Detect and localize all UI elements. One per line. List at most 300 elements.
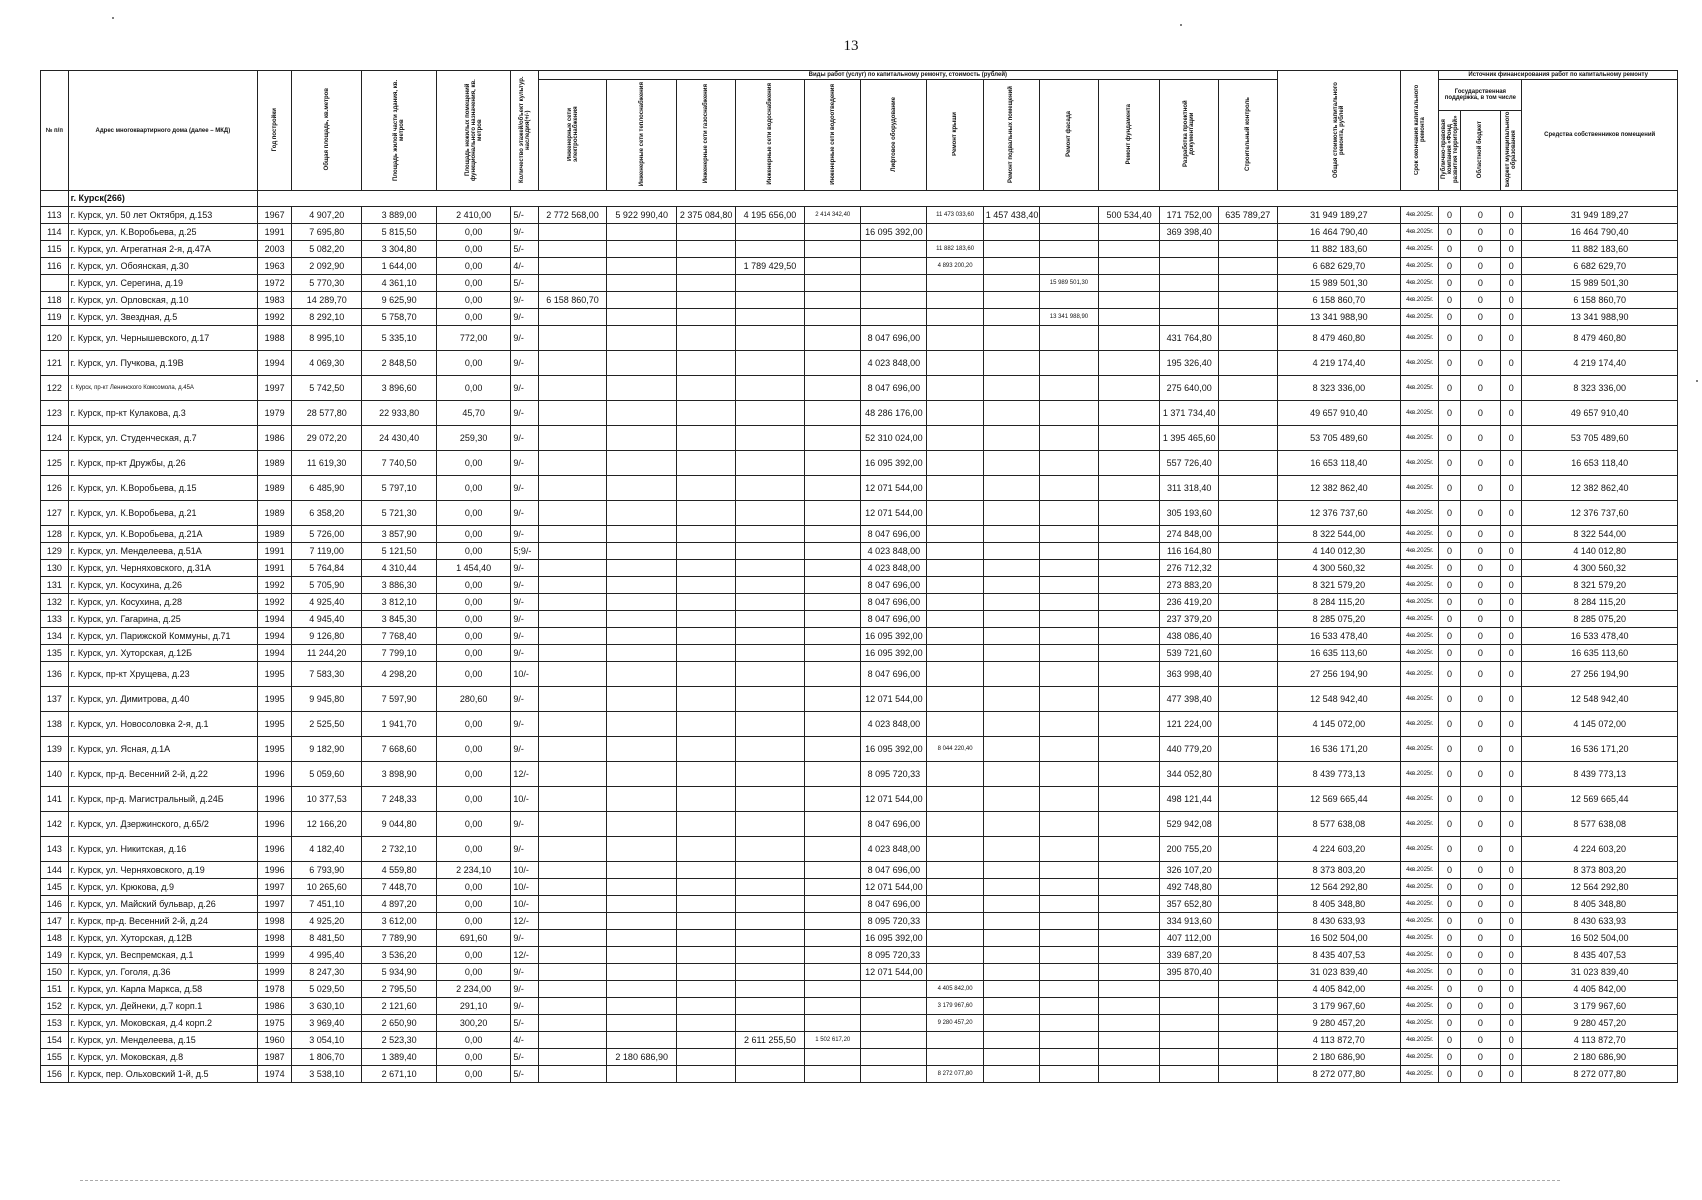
- cell-work-design: [1160, 241, 1219, 258]
- cell-deadline: 4кв.2025г.: [1401, 837, 1439, 862]
- cell-num: 121: [41, 351, 69, 376]
- cell-work-facade: [1040, 351, 1099, 376]
- cell-work-electric: [538, 501, 606, 526]
- cell-work-electric: [538, 326, 606, 351]
- cell-work-sewage: [805, 913, 861, 930]
- cell-year: 1987: [258, 1049, 292, 1066]
- cell-nonliving-area: 0,00: [436, 737, 510, 762]
- cell-total-cost: 12 548 942,40: [1277, 687, 1400, 712]
- cell-nonliving-area: 280,60: [436, 687, 510, 712]
- cell-total-area: 6 485,90: [292, 476, 362, 501]
- cell-living-area: 3 536,20: [362, 947, 436, 964]
- header-work-facade: Ремонт фасада: [1040, 80, 1099, 191]
- cell-fund-company: 0: [1439, 737, 1460, 762]
- cell-fund-company: 0: [1439, 426, 1460, 451]
- cell-living-area: 7 668,60: [362, 737, 436, 762]
- cell-work-heating: [607, 241, 677, 258]
- cell-regional-budget: 0: [1460, 913, 1500, 930]
- cell-work-control: [1218, 258, 1277, 275]
- cell-work-roof: [927, 645, 983, 662]
- cell-deadline: 4кв.2025г.: [1401, 224, 1439, 241]
- cell-num: 149: [41, 947, 69, 964]
- cell-owners-funds: 12 382 862,40: [1522, 476, 1678, 501]
- cell-work-control: [1218, 712, 1277, 737]
- cell-work-electric: [538, 712, 606, 737]
- cell-living-area: 3 845,30: [362, 611, 436, 628]
- table-row: [41, 577, 1678, 594]
- cell-address: г. Курск, ул. Хуторская, д.12В: [68, 930, 257, 947]
- cell-work-water: [735, 687, 804, 712]
- cell-work-elevator: 16 095 392,00: [861, 737, 927, 762]
- cell-municipal-budget: 0: [1501, 862, 1522, 879]
- cell-year: 1989: [258, 451, 292, 476]
- cell-work-design: 195 326,40: [1160, 351, 1219, 376]
- cell-year: 1992: [258, 594, 292, 611]
- cell-total-area: 11 619,30: [292, 451, 362, 476]
- cell-work-design: 492 748,80: [1160, 879, 1219, 896]
- cell-deadline: 4кв.2025г.: [1401, 611, 1439, 628]
- cell-work-control: [1218, 862, 1277, 879]
- cell-address: г. Курск, пр-кт Дружбы, д.26: [68, 451, 257, 476]
- cell-work-foundation: [1098, 275, 1160, 292]
- cell-total-cost: 8 285 075,20: [1277, 611, 1400, 628]
- table-row: [41, 837, 1678, 862]
- cell-fund-company: 0: [1439, 501, 1460, 526]
- table-row: [41, 812, 1678, 837]
- cell-work-facade: [1040, 762, 1099, 787]
- header-work-control: Строительный контроль: [1218, 80, 1277, 191]
- cell-municipal-budget: 0: [1501, 292, 1522, 309]
- cell-work-facade: [1040, 207, 1099, 224]
- cell-work-elevator: 52 310 024,00: [861, 426, 927, 451]
- cell-work-gas: [677, 351, 736, 376]
- header-work-foundation: Ремонт фундамента: [1098, 80, 1160, 191]
- cell-num: 118: [41, 292, 69, 309]
- cell-fund-company: 0: [1439, 981, 1460, 998]
- cell-work-sewage: [805, 292, 861, 309]
- cell-work-gas: [677, 560, 736, 577]
- cell-work-design: [1160, 981, 1219, 998]
- cell-address: г. Курск, ул. Менделеева, д.51А: [68, 543, 257, 560]
- cell-fund-company: 0: [1439, 998, 1460, 1015]
- cell-work-water: [735, 628, 804, 645]
- cell-work-foundation: [1098, 981, 1160, 998]
- cell-total-cost: 8 321 579,20: [1277, 577, 1400, 594]
- table-row: [41, 309, 1678, 326]
- cell-work-elevator: [861, 258, 927, 275]
- cell-deadline: 4кв.2025г.: [1401, 241, 1439, 258]
- scan-speck: [112, 17, 114, 19]
- table-row: [41, 913, 1678, 930]
- cell-nonliving-area: 0,00: [436, 1032, 510, 1049]
- cell-municipal-budget: 0: [1501, 712, 1522, 737]
- cell-year: 1999: [258, 964, 292, 981]
- cell-work-heating: [607, 224, 677, 241]
- cell-work-basement: [983, 947, 1039, 964]
- cell-work-heating: [607, 326, 677, 351]
- cell-address: г. Курск, пр-д. Весенний 2-й, д.24: [68, 913, 257, 930]
- cell-fund-company: 0: [1439, 879, 1460, 896]
- cell-total-area: 4 925,40: [292, 594, 362, 611]
- cell-address: г. Курск, ул. Дзержинского, д.65/2: [68, 812, 257, 837]
- cell-work-water: [735, 292, 804, 309]
- cell-work-sewage: [805, 224, 861, 241]
- cell-year: 1983: [258, 292, 292, 309]
- cell-work-foundation: [1098, 1066, 1160, 1083]
- cell-work-foundation: [1098, 913, 1160, 930]
- cell-work-elevator: 16 095 392,00: [861, 930, 927, 947]
- cell-floors: 9/-: [511, 628, 539, 645]
- cell-work-electric: [538, 451, 606, 476]
- cell-work-facade: [1040, 594, 1099, 611]
- cell-municipal-budget: 0: [1501, 913, 1522, 930]
- cell-living-area: 3 612,00: [362, 913, 436, 930]
- cell-living-area: 3 889,00: [362, 207, 436, 224]
- cell-deadline: 4кв.2025г.: [1401, 879, 1439, 896]
- cell-work-water: [735, 241, 804, 258]
- cell-work-heating: [607, 577, 677, 594]
- cell-total-area: 2 092,90: [292, 258, 362, 275]
- cell-work-water: [735, 594, 804, 611]
- cell-fund-company: 0: [1439, 351, 1460, 376]
- cell-work-basement: [983, 577, 1039, 594]
- cell-address: г. Курск, ул. Пучкова, д.19В: [68, 351, 257, 376]
- cell-work-electric: [538, 594, 606, 611]
- cell-living-area: 3 896,60: [362, 376, 436, 401]
- cell-work-electric: [538, 543, 606, 560]
- cell-address: г. Курск, ул. Чернышевского, д.17: [68, 326, 257, 351]
- cell-total-cost: 15 989 501,30: [1277, 275, 1400, 292]
- cell-total-area: 8 995,10: [292, 326, 362, 351]
- cell-total-area: 5 770,30: [292, 275, 362, 292]
- cell-owners-funds: 15 989 501,30: [1522, 275, 1678, 292]
- cell-work-sewage: 1 502 617,20: [805, 1032, 861, 1049]
- cell-deadline: 4кв.2025г.: [1401, 1015, 1439, 1032]
- cell-regional-budget: 0: [1460, 862, 1500, 879]
- cell-regional-budget: 0: [1460, 275, 1500, 292]
- cell-work-control: [1218, 837, 1277, 862]
- cell-address: г. Курск, ул. Обоянская, д.30: [68, 258, 257, 275]
- table-row: [41, 862, 1678, 879]
- cell-work-design: 121 224,00: [1160, 712, 1219, 737]
- cell-work-basement: [983, 930, 1039, 947]
- table-row: [41, 737, 1678, 762]
- cell-deadline: 4кв.2025г.: [1401, 964, 1439, 981]
- cell-work-sewage: 2 414 342,40: [805, 207, 861, 224]
- cell-floors: 12/-: [511, 947, 539, 964]
- cell-work-control: [1218, 426, 1277, 451]
- table-row: [41, 224, 1678, 241]
- cell-total-area: 6 793,90: [292, 862, 362, 879]
- cell-address: г. Курск, ул. Веспремская, д.1: [68, 947, 257, 964]
- cell-work-facade: [1040, 258, 1099, 275]
- cell-work-gas: [677, 737, 736, 762]
- cell-nonliving-area: 0,00: [436, 476, 510, 501]
- cell-work-roof: [927, 476, 983, 501]
- cell-regional-budget: 0: [1460, 628, 1500, 645]
- cell-nonliving-area: 0,00: [436, 292, 510, 309]
- cell-regional-budget: 0: [1460, 577, 1500, 594]
- cell-work-elevator: 12 071 544,00: [861, 787, 927, 812]
- cell-floors: 5;9/-: [511, 543, 539, 560]
- cell-municipal-budget: 0: [1501, 687, 1522, 712]
- cell-living-area: 4 310,44: [362, 560, 436, 577]
- cell-work-basement: [983, 501, 1039, 526]
- cell-work-heating: [607, 1066, 677, 1083]
- cell-year: 1995: [258, 737, 292, 762]
- cell-nonliving-area: 0,00: [436, 275, 510, 292]
- cell-address: г. Курск, ул. Косухина, д.26: [68, 577, 257, 594]
- cell-work-water: [735, 560, 804, 577]
- cell-work-control: [1218, 964, 1277, 981]
- cell-deadline: 4кв.2025г.: [1401, 326, 1439, 351]
- cell-floors: 5/-: [511, 207, 539, 224]
- cell-living-area: 7 768,40: [362, 628, 436, 645]
- cell-deadline: 4кв.2025г.: [1401, 812, 1439, 837]
- cell-owners-funds: 8 479 460,80: [1522, 326, 1678, 351]
- cell-work-facade: 13 341 988,90: [1040, 309, 1099, 326]
- cell-floors: 10/-: [511, 862, 539, 879]
- cell-deadline: 4кв.2025г.: [1401, 292, 1439, 309]
- cell-regional-budget: 0: [1460, 687, 1500, 712]
- cell-fund-company: 0: [1439, 930, 1460, 947]
- cell-regional-budget: 0: [1460, 401, 1500, 426]
- cell-work-roof: [927, 762, 983, 787]
- cell-year: 1994: [258, 628, 292, 645]
- cell-regional-budget: 0: [1460, 476, 1500, 501]
- cell-work-elevator: 8 095 720,33: [861, 762, 927, 787]
- cell-municipal-budget: 0: [1501, 207, 1522, 224]
- cell-work-sewage: [805, 1066, 861, 1083]
- cell-work-gas: [677, 401, 736, 426]
- cell-owners-funds: 8 285 075,20: [1522, 611, 1678, 628]
- cell-owners-funds: 6 682 629,70: [1522, 258, 1678, 275]
- cell-work-water: [735, 611, 804, 628]
- cell-work-basement: [983, 258, 1039, 275]
- cell-num: 124: [41, 426, 69, 451]
- cell-num: 119: [41, 309, 69, 326]
- cell-work-water: [735, 526, 804, 543]
- cell-living-area: 4 361,10: [362, 275, 436, 292]
- cell-living-area: 7 597,90: [362, 687, 436, 712]
- cell-municipal-budget: 0: [1501, 879, 1522, 896]
- cell-nonliving-area: 45,70: [436, 401, 510, 426]
- cell-municipal-budget: 0: [1501, 762, 1522, 787]
- cell-work-roof: [927, 862, 983, 879]
- cell-year: 2003: [258, 241, 292, 258]
- cell-work-basement: [983, 1015, 1039, 1032]
- cell-fund-company: 0: [1439, 964, 1460, 981]
- cell-work-roof: [927, 451, 983, 476]
- cell-fund-company: 0: [1439, 812, 1460, 837]
- cell-fund-company: 0: [1439, 241, 1460, 258]
- cell-total-area: 4 907,20: [292, 207, 362, 224]
- cell-owners-funds: 8 323 336,00: [1522, 376, 1678, 401]
- table-row: [41, 762, 1678, 787]
- cell-year: 1996: [258, 762, 292, 787]
- header-works-group: Виды работ (услуг) по капитальному ремонту, стоимость (рублей): [538, 71, 1277, 80]
- cell-work-design: [1160, 1049, 1219, 1066]
- cell-work-water: [735, 896, 804, 913]
- cell-work-elevator: 8 095 720,33: [861, 913, 927, 930]
- cell-fund-company: 0: [1439, 309, 1460, 326]
- section-label: г. Курск(266): [68, 191, 257, 207]
- cell-year: 1996: [258, 862, 292, 879]
- cell-fund-company: 0: [1439, 1049, 1460, 1066]
- cell-nonliving-area: 772,00: [436, 326, 510, 351]
- cell-work-design: [1160, 309, 1219, 326]
- cell-floors: 9/-: [511, 526, 539, 543]
- cell-work-electric: [538, 275, 606, 292]
- cell-year: 1995: [258, 662, 292, 687]
- header-funding-group: Источник финансирования работ по капитальному ремонту: [1439, 71, 1678, 80]
- cell-work-design: 431 764,80: [1160, 326, 1219, 351]
- cell-fund-company: 0: [1439, 862, 1460, 879]
- cell-work-gas: [677, 687, 736, 712]
- cell-fund-company: 0: [1439, 645, 1460, 662]
- cell-work-facade: [1040, 712, 1099, 737]
- cell-work-roof: [927, 376, 983, 401]
- cell-regional-budget: 0: [1460, 947, 1500, 964]
- cell-owners-funds: 4 219 174,40: [1522, 351, 1678, 376]
- cell-work-foundation: [1098, 998, 1160, 1015]
- cell-address: г. Курск, ул. Менделеева, д.15: [68, 1032, 257, 1049]
- cell-regional-budget: 0: [1460, 837, 1500, 862]
- cell-work-basement: [983, 1032, 1039, 1049]
- cell-municipal-budget: 0: [1501, 476, 1522, 501]
- cell-nonliving-area: 0,00: [436, 837, 510, 862]
- cell-work-heating: [607, 862, 677, 879]
- cell-total-cost: 11 882 183,60: [1277, 241, 1400, 258]
- cell-work-facade: 15 989 501,30: [1040, 275, 1099, 292]
- cell-regional-budget: 0: [1460, 712, 1500, 737]
- cell-fund-company: 0: [1439, 451, 1460, 476]
- cell-work-basement: [983, 426, 1039, 451]
- cell-deadline: 4кв.2025г.: [1401, 712, 1439, 737]
- cell-total-area: 29 072,20: [292, 426, 362, 451]
- cell-work-control: [1218, 526, 1277, 543]
- cell-work-elevator: 12 071 544,00: [861, 476, 927, 501]
- cell-work-gas: [677, 862, 736, 879]
- cell-work-elevator: 8 047 696,00: [861, 611, 927, 628]
- cell-floors: 9/-: [511, 687, 539, 712]
- cell-work-foundation: [1098, 812, 1160, 837]
- cell-fund-company: 0: [1439, 577, 1460, 594]
- cell-num: 131: [41, 577, 69, 594]
- cell-work-roof: [927, 326, 983, 351]
- cell-year: 1994: [258, 645, 292, 662]
- cell-total-cost: 3 179 967,60: [1277, 998, 1400, 1015]
- cell-num: 125: [41, 451, 69, 476]
- cell-municipal-budget: 0: [1501, 376, 1522, 401]
- cell-work-water: [735, 762, 804, 787]
- table-row: [41, 1015, 1678, 1032]
- cell-fund-company: 0: [1439, 762, 1460, 787]
- cell-nonliving-area: 691,60: [436, 930, 510, 947]
- cell-work-water: 4 195 656,00: [735, 207, 804, 224]
- cell-fund-company: 0: [1439, 543, 1460, 560]
- cell-owners-funds: 11 882 183,60: [1522, 241, 1678, 258]
- cell-regional-budget: 0: [1460, 292, 1500, 309]
- cell-owners-funds: 31 023 839,40: [1522, 964, 1678, 981]
- cell-address: г. Курск, пр-кт Кулакова, д.3: [68, 401, 257, 426]
- cell-floors: 9/-: [511, 224, 539, 241]
- cell-year: 1992: [258, 309, 292, 326]
- cell-total-area: 5 726,00: [292, 526, 362, 543]
- cell-work-design: 440 779,20: [1160, 737, 1219, 762]
- table-row: [41, 998, 1678, 1015]
- cell-num: 145: [41, 879, 69, 896]
- cell-work-water: [735, 401, 804, 426]
- cell-nonliving-area: 0,00: [436, 787, 510, 812]
- cell-work-water: [735, 913, 804, 930]
- cell-work-electric: [538, 812, 606, 837]
- cell-total-area: 1 806,70: [292, 1049, 362, 1066]
- cell-deadline: 4кв.2025г.: [1401, 862, 1439, 879]
- cell-living-area: 3 857,90: [362, 526, 436, 543]
- cell-work-basement: [983, 594, 1039, 611]
- cell-work-design: 369 398,40: [1160, 224, 1219, 241]
- cell-work-elevator: 8 047 696,00: [861, 862, 927, 879]
- cell-deadline: 4кв.2025г.: [1401, 1066, 1439, 1083]
- header-total-cost: Общая стоимость капитального ремонта, рублей: [1277, 71, 1400, 191]
- cell-work-control: [1218, 309, 1277, 326]
- cell-total-cost: 12 376 737,60: [1277, 501, 1400, 526]
- cell-regional-budget: 0: [1460, 526, 1500, 543]
- cell-work-facade: [1040, 837, 1099, 862]
- cell-work-electric: 2 772 568,00: [538, 207, 606, 224]
- cell-work-gas: [677, 224, 736, 241]
- cell-work-electric: [538, 787, 606, 812]
- cell-total-cost: 8 435 407,53: [1277, 947, 1400, 964]
- cell-work-foundation: [1098, 862, 1160, 879]
- cell-nonliving-area: 0,00: [436, 376, 510, 401]
- cell-work-facade: [1040, 981, 1099, 998]
- cell-nonliving-area: 300,20: [436, 1015, 510, 1032]
- cell-regional-budget: 0: [1460, 964, 1500, 981]
- cell-work-control: [1218, 896, 1277, 913]
- cell-deadline: 4кв.2025г.: [1401, 1032, 1439, 1049]
- cell-work-water: [735, 737, 804, 762]
- cell-work-sewage: [805, 543, 861, 560]
- cell-work-gas: [677, 258, 736, 275]
- cell-work-heating: [607, 662, 677, 687]
- cell-total-cost: 4 219 174,40: [1277, 351, 1400, 376]
- cell-work-heating: [607, 476, 677, 501]
- cell-year: 1979: [258, 401, 292, 426]
- cell-num: 128: [41, 526, 69, 543]
- cell-floors: 9/-: [511, 981, 539, 998]
- cell-work-basement: [983, 737, 1039, 762]
- cell-work-facade: [1040, 1049, 1099, 1066]
- table-row: [41, 645, 1678, 662]
- cell-num: 144: [41, 862, 69, 879]
- cell-work-basement: [983, 787, 1039, 812]
- cell-work-facade: [1040, 628, 1099, 645]
- cell-work-water: [735, 964, 804, 981]
- cell-nonliving-area: 0,00: [436, 309, 510, 326]
- cell-work-electric: [538, 241, 606, 258]
- table-row: [41, 964, 1678, 981]
- cell-owners-funds: 3 179 967,60: [1522, 998, 1678, 1015]
- header-work-gas: Инженерные сети газоснабжения: [677, 80, 736, 191]
- cell-work-water: [735, 376, 804, 401]
- cell-work-electric: [538, 577, 606, 594]
- cell-work-roof: [927, 712, 983, 737]
- cell-nonliving-area: 0,00: [436, 451, 510, 476]
- cell-work-roof: 3 179 967,60: [927, 998, 983, 1015]
- cell-work-basement: [983, 964, 1039, 981]
